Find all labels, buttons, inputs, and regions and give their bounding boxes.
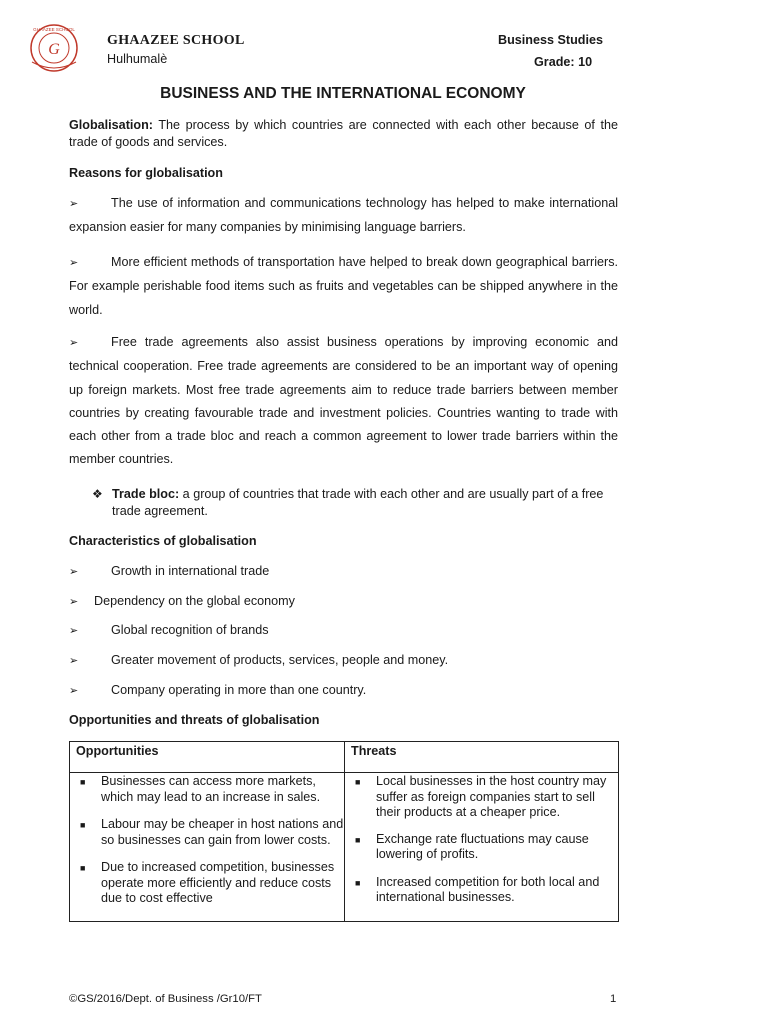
arrow-bullet-icon: ➢	[69, 337, 79, 349]
square-bullet-icon: ■	[80, 863, 86, 873]
arrow-bullet-icon: ➢	[69, 596, 79, 608]
characteristic-item	[69, 653, 448, 667]
threats-cell	[345, 773, 619, 922]
characteristic-item	[69, 683, 366, 697]
list-item	[345, 774, 618, 821]
square-bullet-icon: ■	[80, 820, 86, 830]
list-item	[70, 860, 344, 907]
list-item	[70, 817, 344, 848]
characteristic-text: Greater movement of products, services, people and money.	[111, 653, 449, 667]
grade-label: Grade: 10	[534, 55, 593, 69]
reason-text: Free trade agreements also assist business operations by improving economic and technical cooperation. Free trade agreements are considered to be an important way of opening up foreign markets. Most free trade agreements aim to reduce trade barriers between member countries by creating favourable trade and investment policies. Countries wanting to trade with each other from a trade bloc and reach a common agreement to lower trade barriers within the member countries.	[69, 335, 618, 467]
characteristic-item	[69, 594, 295, 608]
characteristic-text: Growth in international trade	[111, 564, 270, 578]
threat-text: Exchange rate fluctuations may cause lowering of profits.	[376, 831, 589, 861]
square-bullet-icon: ■	[355, 834, 361, 845]
column-header-threats: Threats	[345, 742, 619, 773]
footer-reference: ©GS/2016/Dept. of Business /Gr10/FT	[69, 993, 262, 1005]
school-logo	[22, 22, 86, 74]
reason-text: The use of information and communications technology has helped to make international expansion easier for many companies by minimising language barriers.	[69, 196, 618, 235]
characteristic-text: Dependency on the global economy	[94, 594, 295, 608]
page-title: BUSINESS AND THE INTERNATIONAL ECONOMY	[160, 85, 526, 102]
characteristic-text: Company operating in more than one country.	[111, 683, 367, 697]
trade-bloc-text: a group of countries that trade with each other and are usually part of a free trade agreement.	[112, 487, 604, 518]
arrow-bullet-icon: ➢	[69, 257, 79, 269]
reason-item	[69, 192, 618, 240]
characteristic-text: Global recognition of brands	[111, 623, 269, 637]
subject-label: Business Studies	[498, 33, 603, 47]
threat-text: Increased competition for both local and international businesses.	[376, 874, 600, 904]
globalisation-definition	[69, 117, 618, 151]
opportunity-text: Businesses can access more markets, which may lead to an increase in sales.	[101, 774, 321, 804]
school-location: Hulhumalè	[107, 52, 168, 66]
characteristic-item	[69, 623, 269, 637]
trade-bloc-definition	[112, 486, 618, 520]
characteristics-heading: Characteristics of globalisation	[69, 534, 257, 548]
opportunities-threats-heading: Opportunities and threats of globalisation	[69, 713, 320, 727]
reason-text: More efficient methods of transportation have helped to break down geographical barriers. For example perishable food items such as fruits and vegetables can be shipped anywhere in the world.	[69, 255, 618, 317]
page-number: 1	[610, 993, 617, 1005]
reason-item	[69, 251, 618, 322]
opportunity-text: Due to increased competition, businesses operate more efficiently and reduce costs due to cost effective	[101, 860, 335, 905]
square-bullet-icon: ■	[80, 777, 86, 787]
arrow-bullet-icon: ➢	[69, 625, 79, 637]
opportunity-text: Labour may be cheaper in host nations and so businesses can gain from lower costs.	[101, 817, 344, 847]
list-item	[70, 774, 344, 805]
list-item	[345, 875, 618, 906]
list-item	[345, 832, 618, 863]
definition-term: Globalisation:	[69, 118, 153, 132]
arrow-bullet-icon: ➢	[69, 685, 79, 697]
opportunities-threats-table	[69, 741, 619, 922]
arrow-bullet-icon: ➢	[69, 198, 79, 210]
trade-bloc-term: Trade bloc:	[112, 487, 180, 501]
school-name: GHAAZEE SCHOOL	[107, 33, 245, 48]
reason-item	[69, 331, 618, 472]
logo-text: GHAAZEE SCHOOL	[33, 27, 75, 32]
threat-text: Local businesses in the host country may suffer as foreign companies start to sell their products at a cheaper price.	[376, 774, 607, 819]
characteristic-item	[69, 564, 269, 578]
definition-text: The process by which countries are connected with each other because of the trade of goods and services.	[69, 118, 618, 149]
opportunities-cell	[70, 773, 345, 922]
logo-letter: G	[48, 41, 60, 58]
arrow-bullet-icon: ➢	[69, 655, 79, 667]
square-bullet-icon: ■	[355, 777, 361, 787]
arrow-bullet-icon: ➢	[69, 566, 79, 578]
square-bullet-icon: ■	[355, 877, 361, 888]
reasons-heading: Reasons for globalisation	[69, 166, 223, 180]
column-header-opportunities: Opportunities	[70, 742, 345, 773]
diamond-bullet-icon: ❖	[92, 487, 103, 501]
